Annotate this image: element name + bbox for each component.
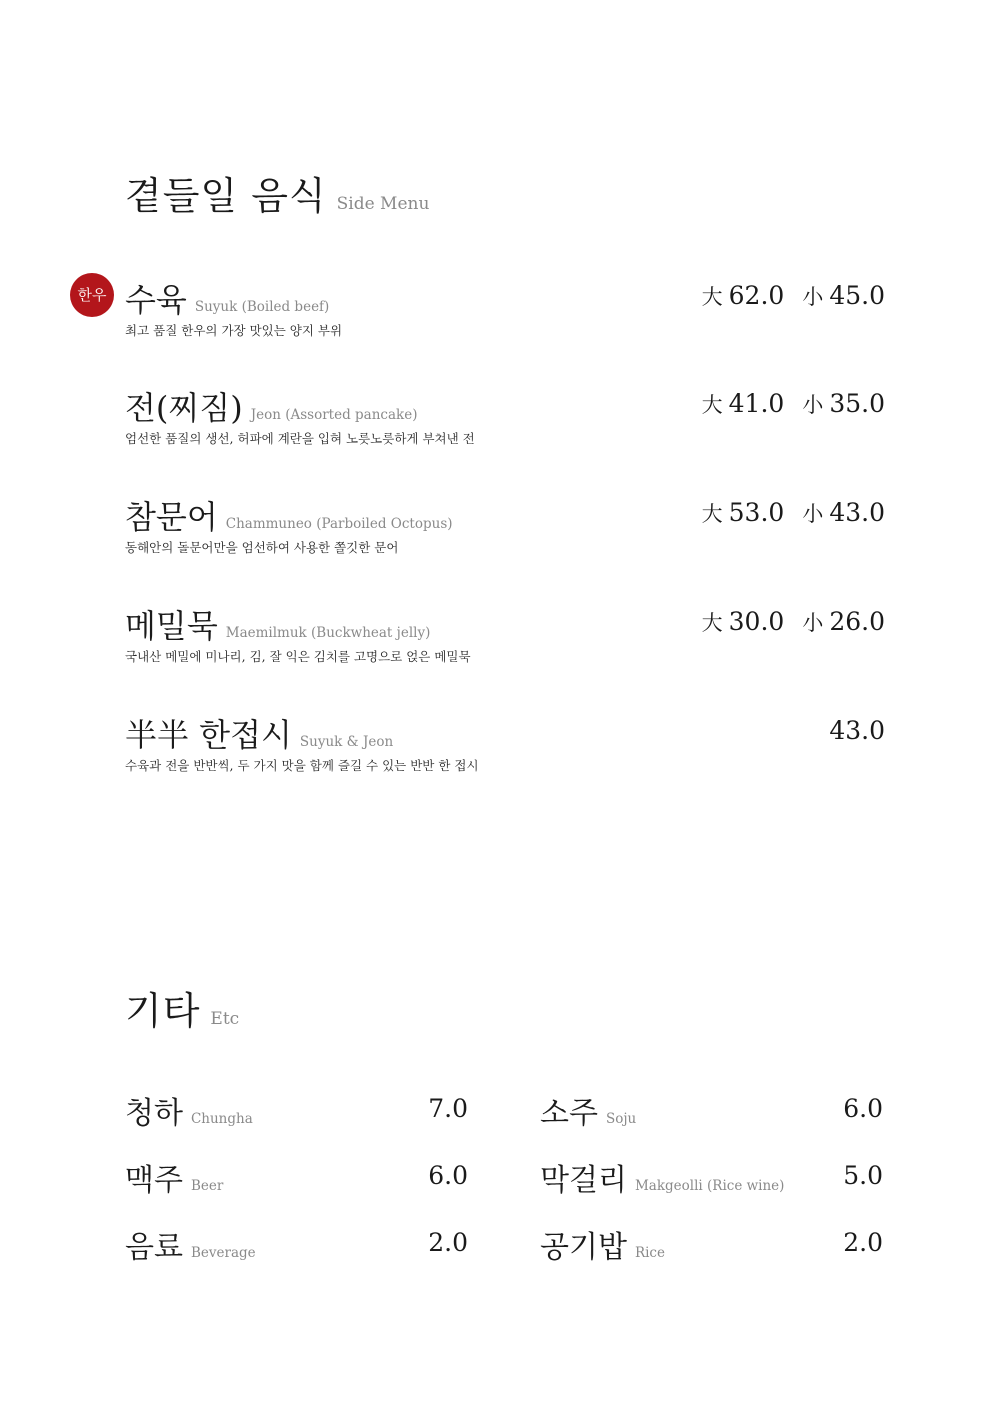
price-large: 41.0 <box>728 389 785 418</box>
item-name-ko: 메밀묵 <box>125 607 218 645</box>
etc-item-price: 2.0 <box>843 1228 883 1257</box>
etc-item-name-ko: 막걸리 <box>540 1163 627 1198</box>
etc-item-name-en: Makgeolli (Rice wine) <box>634 1178 785 1194</box>
item-prices <box>829 716 885 745</box>
item-name <box>125 710 393 756</box>
etc-title-ko: 기타 <box>125 989 201 1033</box>
etc-title-en: Etc <box>210 1009 240 1029</box>
item-prices <box>702 389 885 419</box>
item-description: 국내산 메밀에 미나리, 김, 잘 익은 김치를 고명으로 얹은 메밀묵 <box>125 649 471 664</box>
etc-item-name <box>125 1155 223 1199</box>
etc-item-name <box>125 1088 253 1132</box>
item-name-ko: 수육 <box>125 281 187 319</box>
size-large-label: 大 <box>701 285 723 309</box>
item-prices <box>702 498 885 528</box>
item-name <box>125 492 453 538</box>
menu-item-chammuneo <box>125 492 885 572</box>
etc-item-name <box>540 1088 636 1132</box>
price-small: 45.0 <box>829 281 885 310</box>
etc-item-makgeolli <box>540 1155 883 1198</box>
item-description: 엄선한 품질의 생선, 허파에 계란을 입혀 노릇노릇하게 부쳐낸 전 <box>125 431 475 446</box>
etc-item-name <box>125 1222 256 1266</box>
size-small-label: 小 <box>802 611 824 635</box>
side-menu-title-en: Side Menu <box>336 194 430 214</box>
size-small-label: 小 <box>802 502 824 526</box>
etc-item-name-ko: 음료 <box>125 1230 183 1265</box>
etc-item-price: 2.0 <box>428 1228 468 1257</box>
item-name <box>125 383 417 429</box>
size-large-label: 大 <box>701 502 723 526</box>
item-name <box>125 275 329 321</box>
menu-item-maemilmuk <box>125 601 885 681</box>
item-name <box>125 601 430 647</box>
item-description: 수육과 전을 반반씩, 두 가지 맛을 함께 즐길 수 있는 반반 한 접시 <box>125 758 479 773</box>
etc-item-price: 6.0 <box>428 1161 468 1190</box>
item-name-en: Chammuneo (Parboiled Octopus) <box>225 516 453 532</box>
etc-item-name-en: Beverage <box>190 1245 256 1261</box>
item-description: 동해안의 돌문어만을 엄선하여 사용한 쫄깃한 문어 <box>125 540 399 555</box>
price-large: 53.0 <box>728 498 785 527</box>
etc-item-price: 7.0 <box>428 1094 468 1123</box>
etc-item-beer <box>125 1155 468 1198</box>
etc-item-name-en: Rice <box>634 1245 665 1261</box>
price-small: 26.0 <box>829 607 885 636</box>
etc-item-name-en: Beer <box>190 1178 224 1194</box>
item-prices <box>702 281 885 311</box>
item-name-en: Jeon (Assorted pancake) <box>250 407 418 423</box>
menu-item-suyuk <box>125 275 885 355</box>
etc-item-name-ko: 맥주 <box>125 1163 183 1198</box>
item-prices <box>702 607 885 637</box>
etc-item-name-ko: 소주 <box>540 1096 598 1131</box>
etc-item-name-en: Soju <box>605 1111 637 1127</box>
etc-title <box>125 980 239 1035</box>
item-name-ko: 참문어 <box>125 498 218 536</box>
etc-item-name-en: Chungha <box>190 1111 253 1127</box>
size-small-label: 小 <box>802 285 824 309</box>
price-small: 43.0 <box>829 498 885 527</box>
price-small: 35.0 <box>829 389 885 418</box>
item-name-ko: 전(찌짐) <box>125 389 243 427</box>
price: 43.0 <box>829 716 885 745</box>
etc-item-name <box>540 1155 784 1199</box>
etc-item-name-ko: 공기밥 <box>540 1230 627 1265</box>
size-large-label: 大 <box>701 611 723 635</box>
item-name-en: Suyuk (Boiled beef) <box>194 299 330 315</box>
size-small-label: 小 <box>802 393 824 417</box>
etc-item-soju <box>540 1088 883 1131</box>
etc-item-beverage <box>125 1222 468 1265</box>
etc-item-rice <box>540 1222 883 1265</box>
menu-item-jeon <box>125 383 885 463</box>
price-large: 62.0 <box>728 281 785 310</box>
side-menu-title-ko: 곁들일 음식 <box>125 174 327 218</box>
price-large: 30.0 <box>728 607 785 636</box>
size-large-label: 大 <box>701 393 723 417</box>
etc-item-name-ko: 청하 <box>125 1096 183 1131</box>
item-name-en: Maemilmuk (Buckwheat jelly) <box>225 625 431 641</box>
menu-item-halfhalf <box>125 710 885 790</box>
etc-item-price: 6.0 <box>843 1094 883 1123</box>
etc-item-price: 5.0 <box>843 1161 883 1190</box>
hanwoo-badge: 한우 <box>70 273 114 317</box>
item-name-en: Suyuk & Jeon <box>299 734 394 750</box>
side-menu-title <box>125 165 429 220</box>
etc-item-chungha <box>125 1088 468 1131</box>
etc-item-name <box>540 1222 665 1266</box>
item-name-ko: 半半 한접시 <box>125 716 292 754</box>
item-description: 최고 품질 한우의 가장 맛있는 양지 부위 <box>125 323 343 338</box>
